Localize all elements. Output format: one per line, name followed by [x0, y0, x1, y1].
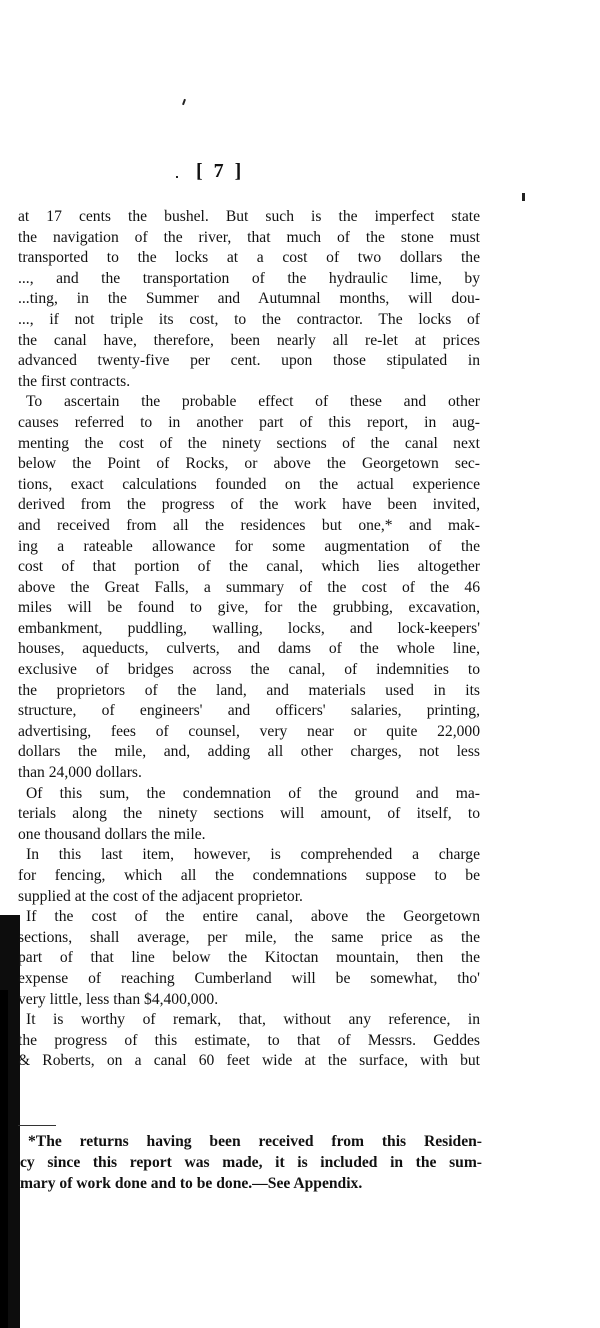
- page-number: [ 7 ]: [196, 160, 245, 182]
- body-text: [18, 207, 480, 1072]
- text-line: Of this sum, the condemnation of the ground and ma-: [26, 784, 480, 802]
- text-line: houses, aqueducts, culverts, and dams of the whole line,: [18, 640, 480, 658]
- text-line: exclusive of bridges across the canal, of indemnities to: [18, 661, 480, 679]
- text-line: ...ting, in the Summer and Autumnal months, will dou-: [18, 290, 480, 308]
- ink-speck: [182, 99, 186, 105]
- text-line: above the Great Falls, a summary of the cost of the 46: [18, 578, 480, 596]
- footnote-line: cy since this report was made, it is included in the sum-: [20, 1154, 482, 1171]
- text-line: very little, less than $4,400,000.: [18, 990, 219, 1008]
- text-line: To ascertain the probable effect of these and other: [26, 393, 480, 411]
- footnote-line: mary of work done and to be done.—See Appendix.: [20, 1175, 363, 1192]
- text-line: ..., and the transportation of the hydraulic lime, by: [18, 269, 480, 287]
- text-line: miles will be found to give, for the grubbing, excavation,: [18, 599, 480, 617]
- text-line: the progress of this estimate, to that of Messrs. Geddes: [18, 1031, 480, 1049]
- text-line: at 17 cents the bushel. But such is the imperfect state: [18, 208, 480, 225]
- text-line: menting the cost of the ninety sections of the canal next: [18, 434, 480, 452]
- text-line: the navigation of the river, that much of the stone must: [18, 228, 480, 246]
- text-line: than 24,000 dollars.: [18, 764, 142, 782]
- text-line: advanced twenty-five per cent. upon those stipulated in: [18, 352, 480, 370]
- text-line: and received from all the residences but one,* and mak-: [18, 516, 480, 534]
- binding-shadow-inner: [0, 990, 8, 1328]
- text-line: cost of that portion of the canal, which lies altogether: [18, 558, 480, 576]
- text-line: In this last item, however, is comprehended a charge: [26, 846, 480, 864]
- text-line: for fencing, which all the condemnations suppose to be: [18, 867, 480, 884]
- ink-speck: [522, 193, 525, 201]
- ink-speck: [176, 176, 178, 178]
- text-line: terials along the ninety sections will amount, of itself, to: [18, 805, 480, 823]
- text-line: structure, of engineers' and officers' salaries, printing,: [18, 702, 480, 720]
- text-line: part of that line below the Kitoctan mountain, then the: [18, 949, 480, 967]
- text-line: ing a rateable allowance for some augmentation of the: [18, 537, 480, 555]
- text-line: It is worthy of remark, that, without any reference, in: [26, 1011, 480, 1029]
- text-line: If the cost of the entire canal, above the Georgetown: [26, 908, 480, 926]
- text-line: the canal have, therefore, been nearly all re-let at prices: [18, 331, 480, 349]
- footnote: [20, 1131, 482, 1194]
- text-line: the proprietors of the land, and materials used in its: [18, 681, 480, 699]
- text-line: the first contracts.: [18, 372, 131, 390]
- text-line: advertising, fees of counsel, very near or quite 22,000: [18, 722, 480, 740]
- text-line: below the Point of Rocks, or above the Georgetown sec-: [18, 455, 480, 473]
- text-line: ..., if not triple its cost, to the contractor. The locks of: [18, 310, 480, 328]
- footnote-rule: [18, 1125, 56, 1126]
- text-line: supplied at the cost of the adjacent proprietor.: [18, 887, 303, 905]
- text-line: expense of reaching Cumberland will be somewhat, tho': [18, 969, 480, 987]
- text-line: causes referred to in another part of this report, in aug-: [18, 413, 480, 431]
- text-line: dollars the mile, and, adding all other charges, not less: [18, 743, 480, 761]
- text-line: sections, shall average, per mile, the same price as the: [18, 928, 480, 946]
- text-line: tions, exact calculations founded on the actual experience: [18, 475, 480, 493]
- text-line: derived from the progress of the work have been invited,: [18, 496, 480, 514]
- footnote-line: *The returns having been received from this Residen-: [28, 1133, 482, 1150]
- text-line: embankment, puddling, walling, locks, and lock-keepers': [18, 619, 480, 637]
- text-line: transported to the locks at a cost of two dollars the: [18, 249, 480, 267]
- text-line: one thousand dollars the mile.: [18, 825, 206, 843]
- text-line: & Roberts, on a canal 60 feet wide at the surface, with but: [18, 1052, 480, 1070]
